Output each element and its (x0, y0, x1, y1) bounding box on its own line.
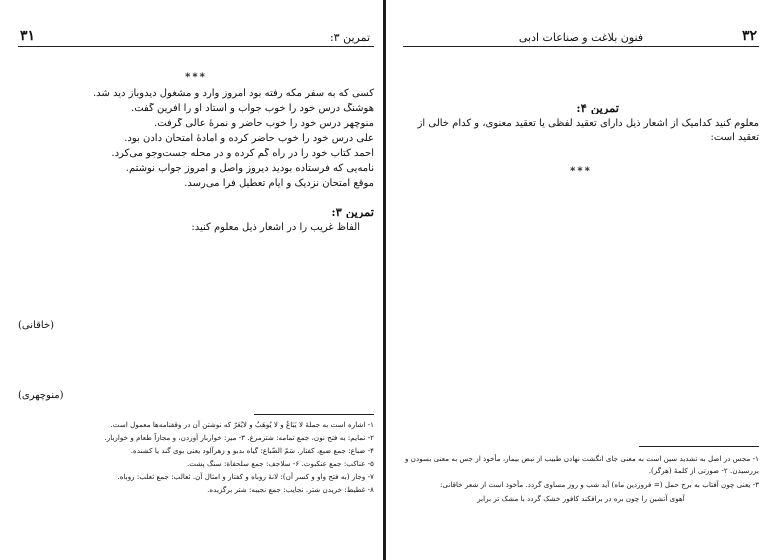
prose-line: علی درس خود را خوب حاضر کرده و آمادهٔ امتحان دادن بود. (124, 133, 374, 144)
footnote: ۷- وجار (به فتح واو و کسر آن): لانهٔ روباه و کفتار و امثال آن. ثعالب: جمع ثعلب: روباه. (117, 472, 374, 481)
left-page (18, 0, 374, 560)
attribution: (منوچهری) (18, 390, 64, 401)
footnote: ۲- تمایم: به فتح نون، جمع تمامه: شترمرغ. ۳- میر: خواربار آوردن، و مجازاً طعام و خواربار. (104, 433, 374, 442)
exercise-instruction: الفاظ غریب را در اشعار ذیل معلوم کنید: (191, 222, 360, 233)
prose-line: کسی که به سفر مکه رفته بود امروز وارد و مشغول دیدوباز دید شد. (92, 88, 374, 99)
header-title: فنون بلاغت و صناعات ادبی (518, 31, 644, 44)
instruction-line: معلوم کنید کدامیک از اشعار ذیل دارای تعقید لفظی یا تعقید معنوی، و کدام خالی از (417, 118, 759, 129)
footnote: آهوی آتشین را چون بره در برافکند کافور خشک گردد با مشک تر برابر (477, 494, 685, 503)
prose-line: هوشنگ درس خود را خوب جواب و استاد او را آفرین گفت. (131, 103, 374, 114)
right-page (403, 0, 759, 560)
attribution: (خاقانی) (18, 320, 54, 331)
footnote: ۵- عناکب: جمع عنکبوت. ۶- سلاجف: جمع سلحفاة: سنگ پشت. (187, 459, 374, 468)
footnote: ۴- ضباع: جمع ضبع، کفتار. سَمّ الضّباع: گیاه بدبو و زهرآلود یعنی بوی گند یا کشنده. (130, 446, 374, 455)
instruction-line: تعقید است: (710, 132, 759, 143)
prose-line: منوچهر درس خود را خوب حاضر و نمرهٔ عالی گرفت. (154, 118, 374, 129)
footnote-rule (254, 414, 374, 415)
book-gutter (383, 0, 386, 560)
header-title: تمرین ۳: (329, 31, 370, 44)
prose-line: احمد کتاب خود را در راه گم کرده و در محله جست‌وجو می‌کرد. (111, 148, 374, 159)
prose-line: موقع امتحان نزدیک و ایام تعطیل فرا می‌رسد. (184, 178, 374, 189)
footnote: ۳- یعنی چون آفتاب به برج حمل (= فروردین ماه) آید شب و روز مساوی گردد. مأخوذ است از شعر خاقانی: (440, 480, 759, 489)
page-number: ۳۱ (20, 28, 36, 44)
exercise-title: تمرین ۳: (331, 206, 374, 218)
separator-stars: *** (570, 166, 592, 177)
page-header (403, 30, 759, 47)
exercise-title: تمرین ۴: (576, 102, 619, 114)
separator-stars: *** (185, 72, 207, 83)
page-number: ۳۲ (741, 28, 757, 44)
footnote: ۱- اشاره است به جملهٔ لا یَبَاعُ و لا یُوهَبُ و لایُعَرّ که نوشتن آن در وقفنامه‌ها معمول است. (110, 420, 374, 429)
footnote: بررسیدن. ۲- صورتی از کلمهٔ (هرگز). (648, 466, 759, 475)
page-header (18, 30, 374, 47)
footnote: ۸- غطیط: خریدن شتر. نجایب: جمع نجیبه: شتر برگزیده. (207, 485, 374, 494)
prose-line: نامه‌یی که فرستاده بودید دیروز واصل و امروز جواب نوشتم. (125, 163, 374, 174)
footnote-rule (639, 446, 759, 447)
footnote: ۱- مجس در اصل به تشدید سین است به معنی جای انگشت نهادن طبیب از نبض بیمار، مأخوذ از جس به معنی بسودن و (404, 454, 759, 463)
